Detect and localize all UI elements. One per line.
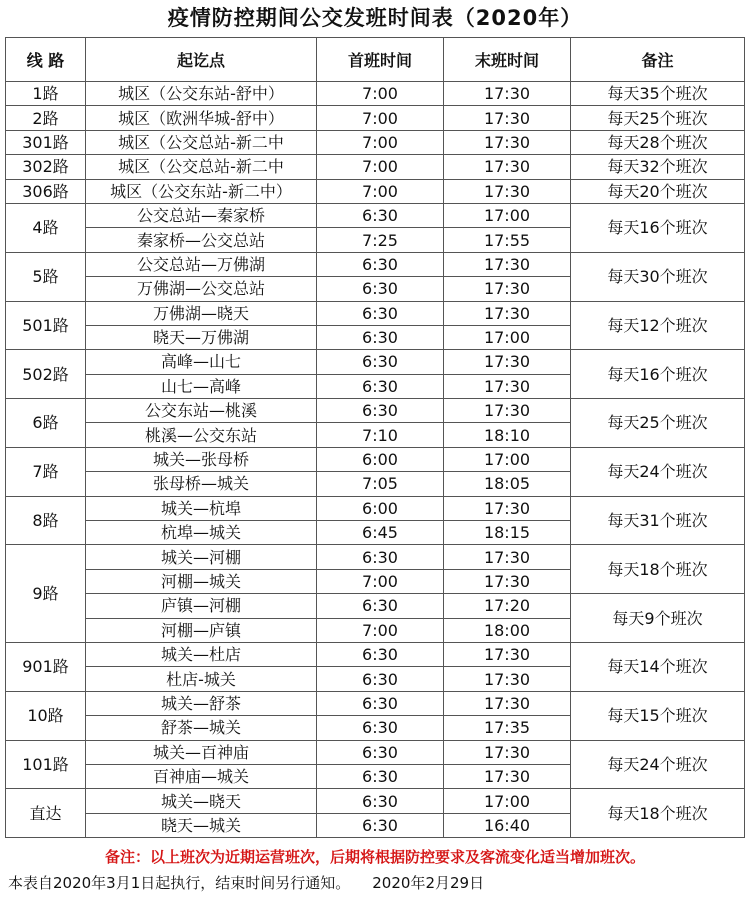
table-row (6, 789, 745, 813)
route-cell: 6路 (6, 399, 86, 448)
first-bus-cell: 7:25 (317, 228, 444, 252)
table-row (6, 740, 745, 764)
first-bus-cell: 6:30 (317, 325, 444, 349)
last-bus-cell: 17:00 (444, 789, 571, 813)
stops-cell: 城关—晓天 (86, 789, 317, 813)
trips-note-cell: 每天16个班次 (571, 350, 745, 399)
first-bus-cell: 7:00 (317, 618, 444, 642)
first-bus-cell: 7:00 (317, 82, 444, 106)
first-bus-cell: 6:30 (317, 252, 444, 276)
route-cell: 8路 (6, 496, 86, 545)
route-cell: 直达 (6, 789, 86, 838)
schedule-body (6, 82, 745, 838)
route-cell: 502路 (6, 350, 86, 399)
last-bus-cell: 17:00 (444, 325, 571, 349)
last-bus-cell: 17:20 (444, 594, 571, 618)
first-bus-cell: 7:00 (317, 569, 444, 593)
stops-cell: 城关—杜店 (86, 642, 317, 666)
trips-note-cell: 每天18个班次 (571, 789, 745, 838)
last-bus-cell: 17:30 (444, 740, 571, 764)
last-bus-cell: 17:30 (444, 545, 571, 569)
page-title: 疫情防控期间公交发班时间表（2020年） (167, 6, 583, 30)
trips-note-cell: 每天18个班次 (571, 545, 745, 594)
stops-cell: 城关—张母桥 (86, 447, 317, 471)
last-bus-cell: 17:30 (444, 179, 571, 203)
trips-note-cell: 每天31个班次 (571, 496, 745, 545)
trips-note-cell: 每天24个班次 (571, 447, 745, 496)
stops-cell: 河棚—城关 (86, 569, 317, 593)
stops-cell: 河棚—庐镇 (86, 618, 317, 642)
first-bus-cell: 7:00 (317, 155, 444, 179)
route-cell: 301路 (6, 130, 86, 154)
table-row (6, 82, 745, 106)
last-bus-cell: 17:30 (444, 691, 571, 715)
first-bus-cell: 6:30 (317, 764, 444, 788)
last-bus-cell: 17:30 (444, 642, 571, 666)
stops-cell: 城区（欧洲华城-舒中） (86, 106, 317, 130)
stops-cell: 公交总站—万佛湖 (86, 252, 317, 276)
trips-note-cell: 每天9个班次 (571, 594, 745, 643)
stops-cell: 桃溪—公交东站 (86, 423, 317, 447)
first-bus-cell: 6:45 (317, 521, 444, 545)
stops-cell: 杭埠—城关 (86, 521, 317, 545)
last-bus-cell: 17:30 (444, 130, 571, 154)
last-bus-cell: 17:00 (444, 203, 571, 227)
table-row (6, 594, 745, 618)
table-row (6, 203, 745, 227)
stops-cell: 张母桥—城关 (86, 472, 317, 496)
table-row (6, 106, 745, 130)
first-bus-cell: 6:30 (317, 277, 444, 301)
last-bus-cell: 17:35 (444, 716, 571, 740)
first-bus-cell: 6:30 (317, 594, 444, 618)
table-row (6, 301, 745, 325)
trips-note-cell: 每天12个班次 (571, 301, 745, 350)
header-route: 线 路 (6, 38, 86, 82)
footer-text: 本表自2020年3月1日起执行，结束时间另行通知。 (8, 874, 351, 892)
last-bus-cell: 17:30 (444, 667, 571, 691)
stops-cell: 百神庙—城关 (86, 764, 317, 788)
trips-note-cell: 每天25个班次 (571, 106, 745, 130)
first-bus-cell: 6:30 (317, 813, 444, 837)
operation-note: 备注：以上班次为近期运营班次，后期将根据防控要求及客流变化适当增加班次。 (104, 848, 645, 866)
header-note: 备注 (571, 38, 745, 82)
last-bus-cell: 17:30 (444, 496, 571, 520)
header-stops: 起讫点 (86, 38, 317, 82)
last-bus-cell: 18:10 (444, 423, 571, 447)
route-cell: 9路 (6, 545, 86, 643)
first-bus-cell: 6:30 (317, 350, 444, 374)
first-bus-cell: 6:00 (317, 496, 444, 520)
header-first-bus: 首班时间 (317, 38, 444, 82)
stops-cell: 杜店-城关 (86, 667, 317, 691)
first-bus-cell: 7:00 (317, 106, 444, 130)
trips-note-cell: 每天20个班次 (571, 179, 745, 203)
route-cell: 2路 (6, 106, 86, 130)
table-row (6, 399, 745, 423)
table-row (6, 179, 745, 203)
header-last-bus: 末班时间 (444, 38, 571, 82)
first-bus-cell: 6:30 (317, 301, 444, 325)
table-row (6, 447, 745, 471)
stops-cell: 城关—河棚 (86, 545, 317, 569)
last-bus-cell: 17:30 (444, 301, 571, 325)
stops-cell: 城区（公交总站-新二中 (86, 130, 317, 154)
first-bus-cell: 7:00 (317, 179, 444, 203)
first-bus-cell: 6:00 (317, 447, 444, 471)
trips-note-cell: 每天15个班次 (571, 691, 745, 740)
route-cell: 4路 (6, 203, 86, 252)
route-cell: 501路 (6, 301, 86, 350)
last-bus-cell: 17:55 (444, 228, 571, 252)
route-cell: 1路 (6, 82, 86, 106)
table-row (6, 155, 745, 179)
last-bus-cell: 17:30 (444, 252, 571, 276)
first-bus-cell: 6:30 (317, 399, 444, 423)
table-row (6, 350, 745, 374)
schedule-table (5, 37, 745, 838)
last-bus-cell: 16:40 (444, 813, 571, 837)
first-bus-cell: 6:30 (317, 691, 444, 715)
stops-cell: 城区（公交东站-舒中） (86, 82, 317, 106)
stops-cell: 公交东站—桃溪 (86, 399, 317, 423)
stops-cell: 城区（公交总站-新二中 (86, 155, 317, 179)
trips-note-cell: 每天30个班次 (571, 252, 745, 301)
last-bus-cell: 17:30 (444, 399, 571, 423)
footer (8, 870, 484, 896)
last-bus-cell: 17:30 (444, 155, 571, 179)
last-bus-cell: 17:30 (444, 106, 571, 130)
first-bus-cell: 7:05 (317, 472, 444, 496)
route-cell: 306路 (6, 179, 86, 203)
first-bus-cell: 6:30 (317, 642, 444, 666)
stops-cell: 晓天—城关 (86, 813, 317, 837)
last-bus-cell: 17:30 (444, 374, 571, 398)
trips-note-cell: 每天35个班次 (571, 82, 745, 106)
last-bus-cell: 18:05 (444, 472, 571, 496)
stops-cell: 山七—高峰 (86, 374, 317, 398)
last-bus-cell: 18:15 (444, 521, 571, 545)
stops-cell: 舒茶—城关 (86, 716, 317, 740)
trips-note-cell: 每天32个班次 (571, 155, 745, 179)
route-cell: 101路 (6, 740, 86, 789)
first-bus-cell: 6:30 (317, 716, 444, 740)
route-cell: 10路 (6, 691, 86, 740)
table-row (6, 691, 745, 715)
first-bus-cell: 6:30 (317, 667, 444, 691)
last-bus-cell: 17:30 (444, 764, 571, 788)
first-bus-cell: 6:30 (317, 203, 444, 227)
stops-cell: 庐镇—河棚 (86, 594, 317, 618)
trips-note-cell: 每天28个班次 (571, 130, 745, 154)
stops-cell: 公交总站—秦家桥 (86, 203, 317, 227)
trips-note-cell: 每天14个班次 (571, 642, 745, 691)
first-bus-cell: 6:30 (317, 374, 444, 398)
last-bus-cell: 18:00 (444, 618, 571, 642)
stops-cell: 秦家桥—公交总站 (86, 228, 317, 252)
stops-cell: 万佛湖—公交总站 (86, 277, 317, 301)
footer-date: 2020年2月29日 (372, 874, 485, 892)
trips-note-cell: 每天24个班次 (571, 740, 745, 789)
trips-note-cell: 每天25个班次 (571, 399, 745, 448)
stops-cell: 城关—舒茶 (86, 691, 317, 715)
stops-cell: 晓天—万佛湖 (86, 325, 317, 349)
table-row (6, 496, 745, 520)
last-bus-cell: 17:30 (444, 569, 571, 593)
stops-cell: 城区（公交东站-新二中） (86, 179, 317, 203)
first-bus-cell: 7:00 (317, 130, 444, 154)
stops-cell: 城关—百神庙 (86, 740, 317, 764)
header-row (6, 38, 745, 82)
last-bus-cell: 17:00 (444, 447, 571, 471)
table-row (6, 130, 745, 154)
table-row (6, 545, 745, 569)
route-cell: 901路 (6, 642, 86, 691)
last-bus-cell: 17:30 (444, 350, 571, 374)
route-cell: 302路 (6, 155, 86, 179)
trips-note-cell: 每天16个班次 (571, 203, 745, 252)
route-cell: 5路 (6, 252, 86, 301)
route-cell: 7路 (6, 447, 86, 496)
first-bus-cell: 6:30 (317, 740, 444, 764)
first-bus-cell: 6:30 (317, 545, 444, 569)
stops-cell: 高峰—山七 (86, 350, 317, 374)
first-bus-cell: 7:10 (317, 423, 444, 447)
last-bus-cell: 17:30 (444, 277, 571, 301)
last-bus-cell: 17:30 (444, 82, 571, 106)
first-bus-cell: 6:30 (317, 789, 444, 813)
stops-cell: 万佛湖—晓天 (86, 301, 317, 325)
stops-cell: 城关—杭埠 (86, 496, 317, 520)
table-row (6, 252, 745, 276)
table-row (6, 642, 745, 666)
